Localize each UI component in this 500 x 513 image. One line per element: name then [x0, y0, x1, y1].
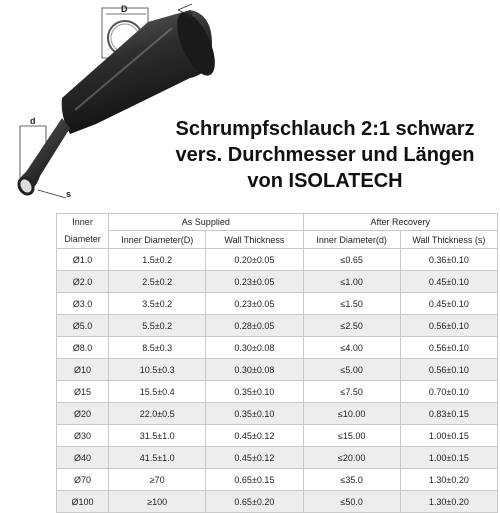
headline-line-2: vers. Durchmesser und Längen	[175, 144, 475, 166]
table-cell: 0.56±0.10	[400, 337, 497, 359]
table-cell: 22.0±0.5	[109, 403, 206, 425]
table-row	[57, 315, 498, 337]
table-row	[57, 381, 498, 403]
table-cell: 0.65±0.15	[206, 469, 303, 491]
table-cell: 0.36±0.10	[400, 249, 497, 271]
table-cell: Ø1.0	[57, 249, 109, 271]
header-wall-thickness-s: Wall Thickness (s)	[400, 231, 497, 249]
table-cell: 0.65±0.20	[206, 491, 303, 513]
table-cell: 1.5±0.2	[109, 249, 206, 271]
table-row	[57, 403, 498, 425]
table-row	[57, 337, 498, 359]
table-row	[57, 469, 498, 491]
headline-line-1: Schrumpfschlauch 2:1 schwarz	[175, 118, 475, 140]
table-cell: 0.45±0.10	[400, 271, 497, 293]
table-cell: 1.30±0.20	[400, 491, 497, 513]
table-cell: Ø5.0	[57, 315, 109, 337]
table-row	[57, 447, 498, 469]
table-cell: 15.5±0.4	[109, 381, 206, 403]
table-cell: Ø40	[57, 447, 109, 469]
table-row	[57, 359, 498, 381]
table-cell: ≤10.00	[303, 403, 400, 425]
table-cell: 0.28±0.05	[206, 315, 303, 337]
header-as-supplied: As Supplied	[109, 214, 303, 231]
table-cell: 0.56±0.10	[400, 315, 497, 337]
headline-line-3: von ISOLATECH	[247, 170, 403, 192]
table-cell: ≤1.50	[303, 293, 400, 315]
table-cell: 0.20±0.05	[206, 249, 303, 271]
table-cell: 1.00±0.15	[400, 425, 497, 447]
table-row	[57, 271, 498, 293]
table-cell: 0.35±0.10	[206, 381, 303, 403]
table-cell: 0.45±0.12	[206, 447, 303, 469]
table-cell: ≤20.00	[303, 447, 400, 469]
header-inner-diameter-d: Inner Diameter(D)	[109, 231, 206, 249]
table-cell: 10.5±0.3	[109, 359, 206, 381]
table-cell: ≥100	[109, 491, 206, 513]
table-cell: 31.5±1.0	[109, 425, 206, 447]
dimension-label-d-box: D	[121, 4, 128, 14]
header-wall-thickness: Wall Thickness	[206, 231, 303, 249]
specification-table	[56, 213, 498, 513]
table-cell: 0.45±0.12	[206, 425, 303, 447]
table-cell: 0.30±0.08	[206, 337, 303, 359]
table-cell: ≤5.00	[303, 359, 400, 381]
table-cell: 1.30±0.20	[400, 469, 497, 491]
dimension-label-d-tube: D	[186, 10, 193, 20]
table-row	[57, 293, 498, 315]
table-cell: 0.83±0.15	[400, 403, 497, 425]
table-cell: Ø70	[57, 469, 109, 491]
table-cell: 0.56±0.10	[400, 359, 497, 381]
dimension-label-s: s	[66, 189, 72, 199]
table-cell: ≤0.65	[303, 249, 400, 271]
table-cell: Ø10	[57, 359, 109, 381]
shrunk-tube-end	[14, 118, 70, 199]
table-cell: ≤7.50	[303, 381, 400, 403]
table-cell: 0.70±0.10	[400, 381, 497, 403]
table-row	[57, 491, 498, 513]
table-cell: ≥70	[109, 469, 206, 491]
table-cell: ≤1.00	[303, 271, 400, 293]
header-diameter: Diameter	[57, 231, 109, 249]
table-cell: ≤35.0	[303, 469, 400, 491]
table-cell: Ø8.0	[57, 337, 109, 359]
table-cell: Ø100	[57, 491, 109, 513]
table-body	[57, 249, 498, 513]
table-cell: Ø20	[57, 403, 109, 425]
table-cell: Ø2.0	[57, 271, 109, 293]
header-after-recovery: After Recovery	[303, 214, 497, 231]
table-cell: 2.5±0.2	[109, 271, 206, 293]
table-cell: ≤4.00	[303, 337, 400, 359]
dimension-label-small-d: d	[30, 116, 36, 126]
table-cell: Ø30	[57, 425, 109, 447]
table-row	[57, 249, 498, 271]
table-cell: 0.30±0.08	[206, 359, 303, 381]
table-cell: 1.00±0.15	[400, 447, 497, 469]
product-headline	[160, 116, 490, 194]
table-cell: ≤50.0	[303, 491, 400, 513]
table-cell: 0.23±0.05	[206, 293, 303, 315]
table-cell: 41.5±1.0	[109, 447, 206, 469]
table-cell: ≤15.00	[303, 425, 400, 447]
table-cell: Ø3.0	[57, 293, 109, 315]
table-cell: 0.23±0.05	[206, 271, 303, 293]
table-cell: 0.45±0.10	[400, 293, 497, 315]
shrink-tube-body	[62, 7, 223, 134]
table-cell: Ø15	[57, 381, 109, 403]
table-cell: 0.35±0.10	[206, 403, 303, 425]
table-cell: 5.5±0.2	[109, 315, 206, 337]
header-inner-diameter-small-d: Inner Diameter(d)	[303, 231, 400, 249]
table-row	[57, 425, 498, 447]
table-cell: ≤2.50	[303, 315, 400, 337]
table-cell: 3.5±0.2	[109, 293, 206, 315]
table-cell: 8.5±0.3	[109, 337, 206, 359]
header-inner: Inner	[57, 214, 109, 231]
